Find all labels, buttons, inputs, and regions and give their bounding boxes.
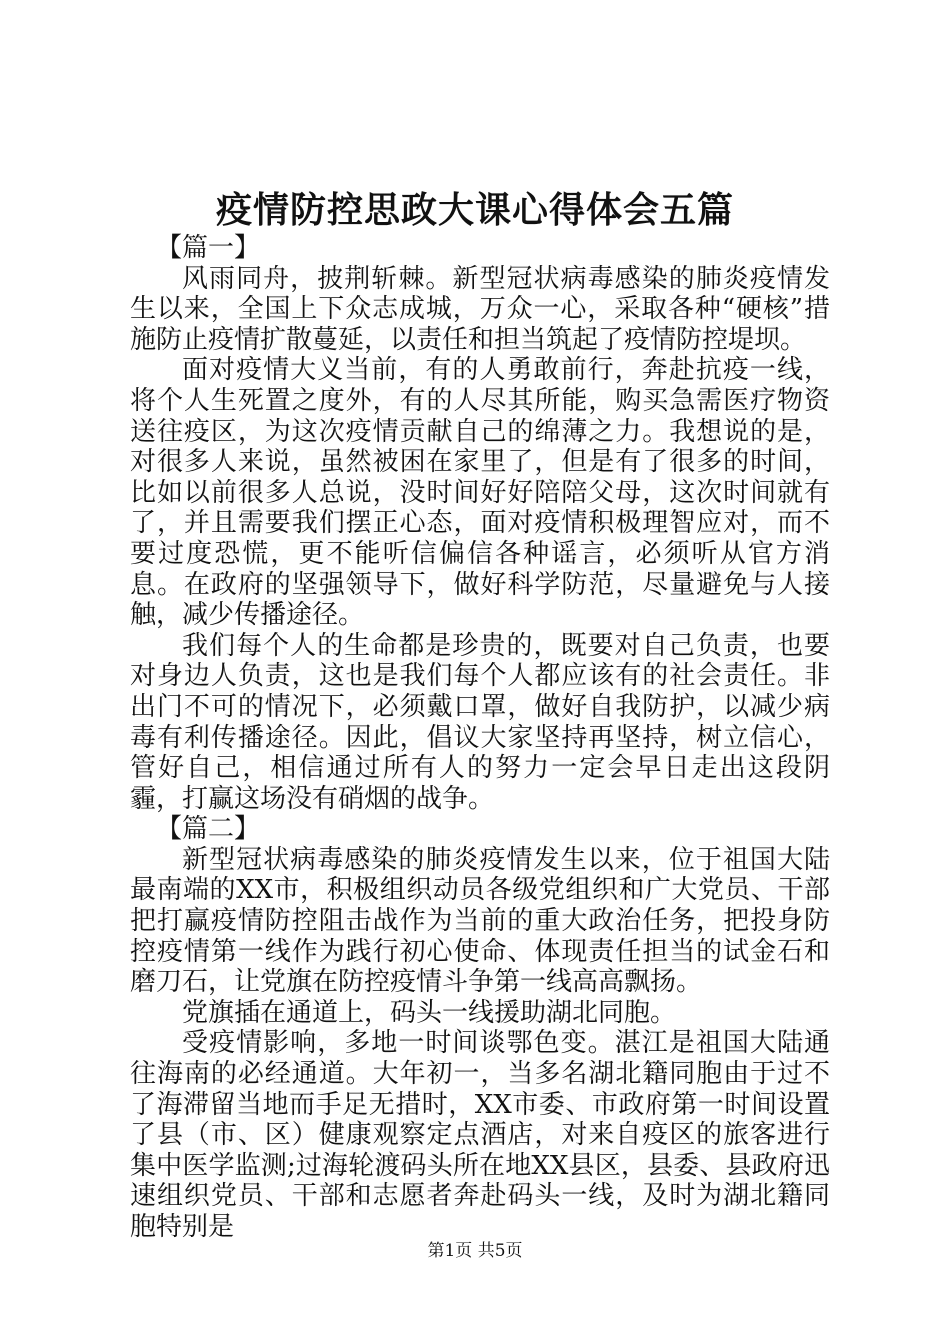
document-title: 疫情防控思政大课心得体会五篇 <box>215 189 734 231</box>
section-2 <box>130 814 830 1242</box>
paragraph: 党旗插在通道上，码头一线援助湖北同胞。 <box>182 997 677 1028</box>
section-1 <box>130 233 830 814</box>
paragraph: 风雨同舟，披荆斩棘。新型冠状病毒感染的肺炎疫情发生以来，全国上下众志成城，万众一心，采取各种“硬核”措施防止疫情扩散蔓延，以责任和担当筑起了疫情防控堤坝。 <box>130 263 830 355</box>
paragraph: 受疫情影响，多地一时间谈鄂色变。湛江是祖国大陆通往海南的必经通道。大年初一，当多名湖北籍同胞由于过不了海滞留当地而手足无措时，XX市委、市政府第一时间设置了县（市、区）健康观察定点酒店，对来自疫区的旅客进行集中医学监测;过海轮渡码头所在地XX县区，县委、县政府迅速组织党员、干部和志愿者奔赴码头一线，及时为湖北籍同胞特别是 <box>130 1028 830 1242</box>
document-body <box>130 233 830 1243</box>
section-heading: 【篇一】 <box>156 233 261 263</box>
page-number-footer: 第1页 共5页 <box>427 1241 523 1261</box>
paragraph: 新型冠状病毒感染的肺炎疫情发生以来，位于祖国大陆最南端的XX市，积极组织动员各级党组织和广大党员、干部把打赢疫情防控阻击战作为当前的重大政治任务，把投身防控疫情第一线作为践行初心使命、体现责任担当的试金石和磨刀石，让党旗在防控疫情斗争第一线高高飘扬。 <box>130 844 830 998</box>
paragraph: 面对疫情大义当前，有的人勇敢前行，奔赴抗疫一线，将个人生死置之度外，有的人尽其所能，购买急需医疗物资送往疫区，为这次疫情贡献自己的绵薄之力。我想说的是，对很多人来说，虽然被困在家里了，但是有了很多的时间，比如以前很多人总说，没时间好好陪陪父母，这次时间就有了，并且需要我们摆正心态，面对疫情积极理智应对，而不要过度恐慌，更不能听信偏信各种谣言，必须听从官方消息。在政府的坚强领导下，做好科学防范，尽量避免与人接触，减少传播途径。 <box>130 355 830 631</box>
section-heading: 【篇二】 <box>156 814 261 845</box>
paragraph: 我们每个人的生命都是珍贵的，既要对自己负责，也要对身边人负责，这也是我们每个人都应该有的社会责任。非出门不可的情况下，必须戴口罩，做好自我防护，以减少病毒有利传播途径。因此，倡议大家坚持再坚持，树立信心，管好自己，相信通过所有人的努力一定会早日走出这段阴霾，打赢这场没有硝烟的战争。 <box>130 630 830 814</box>
